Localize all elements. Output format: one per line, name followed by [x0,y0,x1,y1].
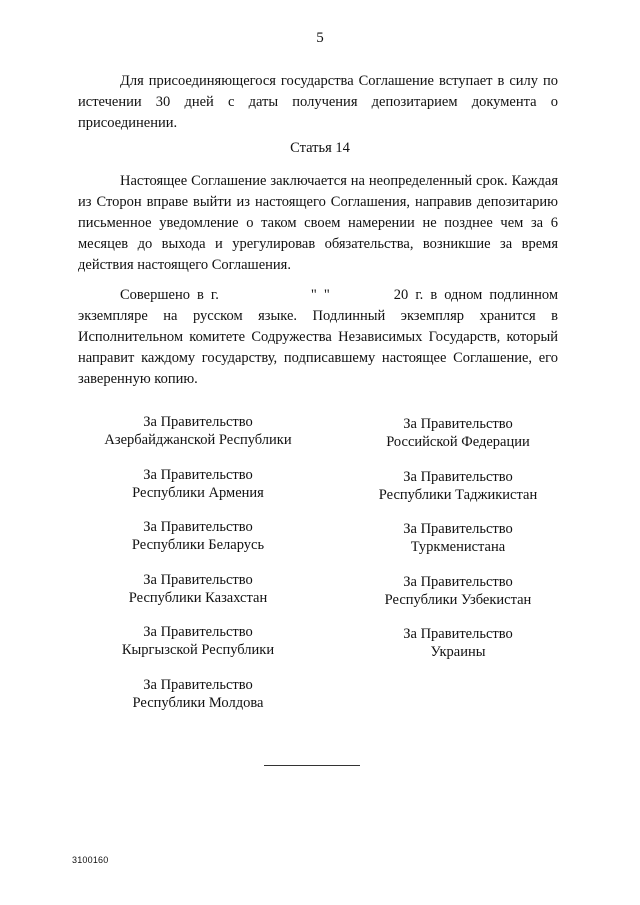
signature-line: За Правительство [403,416,513,432]
done-at-rest: в одном подлинном экземпляре на русском языке. Подлинный экземпляр хранится в Исполнительном комитете Содружества Независимых Государств, который направит каждому государству, подписавшему настоящее Соглашение, его заверенную копию. [78,287,559,387]
signature-line: За Правительство [403,521,513,537]
signature-party: Азербайджанской Республики [104,432,292,448]
paragraph-done-at [78,285,558,390]
signature-party: Республики Армения [132,484,264,501]
signatures-right-column [338,415,578,678]
signature-line: За Правительство [143,676,253,693]
signature-block [338,625,578,678]
signature-party: Республики Таджикистан [378,486,538,503]
signature-block [78,466,318,519]
signature-party: Республики Молдова [132,694,264,711]
article-title: Статья 14 [290,140,350,156]
paragraph-accession: Для присоединяющегося государства Соглашение вступает в силу по истечении 30 дней с даты получения депозитарием документа о присоединении. [78,73,558,131]
signature-line: За Правительство [143,414,253,430]
signature-line: За Правительство [403,573,513,590]
year-field: 20 г. [393,287,424,303]
signature-party: Республики Узбекистан [384,591,532,608]
signature-line: За Правительство [403,468,513,485]
signature-block [338,468,578,521]
signature-party: Российской Федерации [386,434,530,450]
signature-block [338,520,578,573]
signature-block [338,573,578,626]
signature-line: За Правительство [403,626,513,642]
signature-block [78,413,318,466]
signature-line: За Правительство [143,466,253,483]
signature-party: Кыргызской Республики [121,642,275,658]
signature-block [78,571,318,624]
signature-block [338,415,578,468]
signature-line: За Правительство [143,571,253,588]
signature-party: Республики Казахстан [128,589,268,606]
done-at-text: Совершено в г. [120,287,219,303]
date-quotes: " " [310,287,330,303]
signature-line: За Правительство [143,624,253,640]
end-divider [264,765,360,766]
signature-party: Украины [430,644,486,660]
paragraph-term: Настоящее Соглашение заключается на неопределенный срок. Каждая из Сторон вправе выйти из настоящего Соглашения, направив депозитарию письменное уведомление о таком своем намерении не позднее чем за 6 месяцев до выхода и урегулировав обязательства, возникшие за время действия настоящего Соглашения. [78,173,558,273]
signature-party: Республики Беларусь [131,537,265,553]
document-code: 3100160 [72,855,109,865]
signatures-left-column [78,413,318,728]
signature-line: За Правительство [143,519,253,535]
page-number: 5 [316,30,324,46]
signature-block [78,676,318,729]
signature-block [78,623,318,676]
signature-party: Туркменистана [410,539,506,555]
signature-block [78,518,318,571]
